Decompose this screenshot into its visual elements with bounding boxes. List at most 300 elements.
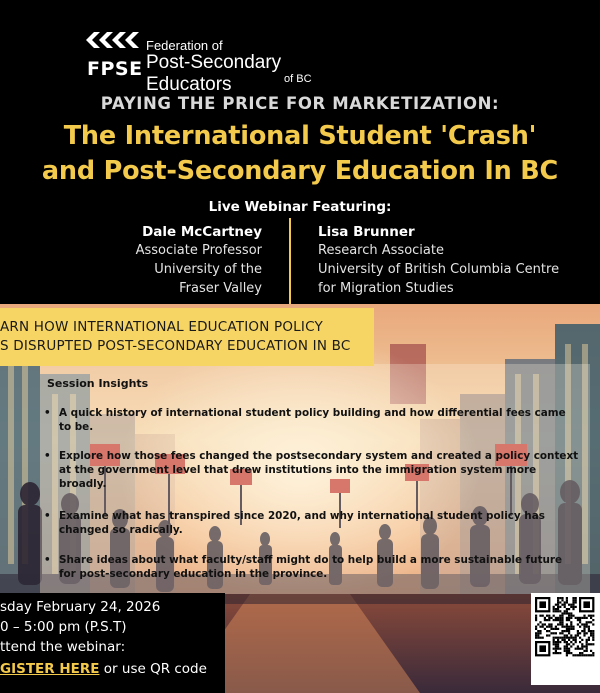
qr-module <box>564 634 566 636</box>
qr-module <box>588 639 590 641</box>
qr-module <box>557 643 559 645</box>
qr-module <box>539 637 541 639</box>
qr-module <box>553 641 555 643</box>
qr-module <box>586 617 588 619</box>
insight-text: A quick history of international student policy building and how differential fees came to be. <box>59 407 566 433</box>
qr-module <box>583 645 585 647</box>
qr-module <box>559 637 561 639</box>
speaker-2-affiliation-line-2: for Migration Studies <box>318 281 454 296</box>
speaker-2-name: Lisa Brunner <box>318 224 415 240</box>
qr-module <box>557 610 559 612</box>
event-registration <box>0 661 207 677</box>
qr-module <box>557 597 559 599</box>
qr-module <box>555 645 557 647</box>
qr-module <box>544 619 546 621</box>
qr-module <box>579 641 581 643</box>
qr-module <box>564 645 566 647</box>
qr-module <box>590 632 592 634</box>
qr-module <box>581 639 583 641</box>
qr-module <box>566 641 568 643</box>
qr-module <box>579 632 581 634</box>
qr-module <box>579 619 581 621</box>
qr-module <box>590 621 592 623</box>
qr-module <box>566 650 568 652</box>
insight-text: Examine what has transpired since 2020, and why international student policy has changed so radically. <box>59 510 545 536</box>
qr-module <box>586 643 588 645</box>
qr-module <box>579 617 581 619</box>
qr-module <box>553 648 555 650</box>
qr-code[interactable] <box>531 593 600 685</box>
qr-module <box>566 628 568 630</box>
qr-module <box>588 643 590 645</box>
qr-module <box>590 650 592 652</box>
qr-module <box>559 621 561 623</box>
qr-module <box>570 652 572 654</box>
qr-module <box>583 634 585 636</box>
qr-module <box>583 630 585 632</box>
qr-module <box>570 615 572 617</box>
qr-module <box>588 626 590 628</box>
qr-module <box>592 654 594 656</box>
insight-item <box>44 406 580 434</box>
qr-module <box>561 630 563 632</box>
qr-module <box>583 650 585 652</box>
bullet-icon: • <box>44 510 51 522</box>
insight-item <box>44 449 580 491</box>
qr-module <box>550 632 552 634</box>
qr-module <box>568 632 570 634</box>
qr-module <box>586 654 588 656</box>
qr-module <box>555 619 557 621</box>
speaker-1-name: Dale McCartney <box>142 224 262 240</box>
qr-module <box>561 612 563 614</box>
qr-module <box>557 599 559 601</box>
qr-module <box>542 623 544 625</box>
qr-module <box>542 626 544 628</box>
qr-module <box>570 626 572 628</box>
qr-module <box>559 632 561 634</box>
qr-module <box>553 606 555 608</box>
qr-module <box>564 637 566 639</box>
qr-module <box>581 654 583 656</box>
logo-chevrons-icon <box>86 30 142 58</box>
qr-module <box>548 623 550 625</box>
qr-module <box>546 619 548 621</box>
qr-module <box>577 632 579 634</box>
qr-module <box>572 601 574 603</box>
qr-module <box>561 604 563 606</box>
qr-module <box>566 637 568 639</box>
qr-module <box>583 601 590 608</box>
qr-module <box>544 623 546 625</box>
qr-module <box>568 628 570 630</box>
event-date: sday February 24, 2026 <box>0 599 161 615</box>
qr-module <box>575 597 577 599</box>
qr-module <box>590 654 592 656</box>
qr-module <box>570 604 572 606</box>
qr-module <box>535 619 537 621</box>
qr-module <box>572 643 574 645</box>
qr-module <box>559 606 561 608</box>
qr-module <box>590 617 592 619</box>
qr-module <box>579 654 581 656</box>
qr-module <box>557 639 559 641</box>
qr-module <box>566 626 568 628</box>
qr-module <box>572 604 574 606</box>
qr-module <box>575 654 577 656</box>
qr-module <box>539 645 546 652</box>
qr-module <box>548 634 550 636</box>
insight-text: Explore how those fees changed the postsecondary system and created a policy context at the government level that drew institutions into the immigration system more broadly. <box>59 450 579 490</box>
qr-module <box>572 639 574 641</box>
qr-module <box>586 623 588 625</box>
speaker-divider <box>289 218 291 304</box>
qr-module <box>561 615 563 617</box>
qr-module <box>542 615 544 617</box>
kicker-heading: PAYING THE PRICE FOR MARKETIZATION: <box>100 94 500 113</box>
qr-module <box>570 634 572 636</box>
event-details <box>0 593 225 693</box>
qr-module <box>570 612 572 614</box>
qr-module <box>553 637 555 639</box>
qr-module <box>548 630 550 632</box>
qr-module <box>566 645 568 647</box>
qr-module <box>546 630 548 632</box>
qr-module <box>570 641 572 643</box>
qr-module <box>575 601 577 603</box>
qr-module <box>557 645 559 647</box>
qr-module <box>566 630 568 632</box>
qr-module <box>561 599 563 601</box>
qr-module <box>577 654 579 656</box>
qr-module <box>572 637 574 639</box>
qr-module <box>579 637 581 639</box>
qr-module <box>575 606 577 608</box>
qr-module <box>570 617 572 619</box>
qr-module <box>566 623 568 625</box>
speaker-1-affiliation-line-1: University of the <box>154 262 262 277</box>
qr-module <box>555 637 557 639</box>
qr-module <box>561 639 563 641</box>
qr-module <box>566 601 568 603</box>
qr-module <box>559 619 561 621</box>
qr-module <box>588 628 590 630</box>
title-line-2: and Post-Secondary Education In BC <box>41 156 559 186</box>
qr-module <box>566 608 568 610</box>
qr-module <box>570 606 572 608</box>
qr-module <box>557 623 559 625</box>
qr-module <box>544 617 546 619</box>
qr-module <box>575 637 577 639</box>
qr-module <box>592 637 594 639</box>
qr-module <box>568 639 570 641</box>
qr-module <box>583 626 585 628</box>
qr-module <box>579 621 581 623</box>
qr-module <box>570 637 572 639</box>
qr-module <box>566 652 568 654</box>
qr-module <box>568 612 570 614</box>
insight-item <box>44 509 580 537</box>
qr-module <box>559 615 561 617</box>
fpse-logo <box>86 30 336 95</box>
qr-module <box>568 604 570 606</box>
bullet-icon: • <box>44 450 51 462</box>
qr-module <box>553 652 555 654</box>
qr-module <box>535 632 537 634</box>
qr-module <box>550 623 552 625</box>
qr-module <box>570 645 572 647</box>
qr-module <box>583 632 585 634</box>
webinar-subtitle: Live Webinar Featuring: <box>208 199 392 215</box>
qr-module <box>559 601 561 603</box>
qr-module <box>581 623 583 625</box>
qr-module <box>539 601 546 608</box>
qr-module <box>592 632 594 634</box>
qr-module <box>577 648 579 650</box>
qr-module <box>555 628 557 630</box>
qr-module <box>564 606 566 608</box>
qr-module <box>537 630 539 632</box>
qr-module <box>564 639 566 641</box>
qr-module <box>572 606 574 608</box>
qr-module <box>553 615 555 617</box>
qr-module <box>539 615 541 617</box>
speaker-1-affiliation-line-2: Fraser Valley <box>179 281 262 296</box>
qr-module <box>572 608 574 610</box>
qr-module <box>586 645 588 647</box>
qr-module <box>581 648 583 650</box>
qr-module <box>555 617 557 619</box>
qr-module <box>590 630 592 632</box>
qr-module <box>588 637 590 639</box>
session-insights-heading: Session Insights <box>47 377 149 390</box>
qr-module <box>537 623 539 625</box>
qr-module <box>559 648 561 650</box>
qr-module <box>577 619 579 621</box>
qr-module <box>577 617 579 619</box>
qr-module <box>546 626 548 628</box>
qr-module <box>566 617 568 619</box>
qr-module <box>553 632 555 634</box>
qr-module <box>592 639 594 641</box>
qr-module <box>550 626 552 628</box>
register-link[interactable]: GISTER HERE <box>0 661 100 677</box>
qr-module <box>564 610 566 612</box>
qr-module <box>559 597 561 599</box>
qr-module <box>550 628 552 630</box>
qr-module <box>575 641 577 643</box>
qr-module <box>553 643 555 645</box>
qr-module <box>564 641 566 643</box>
qr-module <box>553 619 555 621</box>
qr-module <box>548 617 550 619</box>
qr-module <box>564 612 566 614</box>
qr-module <box>590 643 592 645</box>
qr-module <box>537 634 539 636</box>
qr-module <box>572 615 574 617</box>
qr-module <box>592 619 594 621</box>
qr-module <box>575 648 577 650</box>
qr-module <box>559 623 561 625</box>
qr-module <box>568 617 570 619</box>
qr-module <box>553 639 555 641</box>
qr-module <box>588 630 590 632</box>
qr-module <box>555 604 557 606</box>
logo-federation-of: Federation of <box>146 38 223 53</box>
qr-module <box>588 621 590 623</box>
qr-module <box>557 648 559 650</box>
qr-module <box>581 645 583 647</box>
qr-module <box>566 648 568 650</box>
qr-module <box>542 637 544 639</box>
qr-module <box>561 632 563 634</box>
qr-module <box>581 652 583 654</box>
qr-module <box>548 619 550 621</box>
qr-module <box>575 617 577 619</box>
qr-module <box>546 634 548 636</box>
qr-module <box>553 628 555 630</box>
qr-module <box>555 626 557 628</box>
qr-module <box>557 604 559 606</box>
qr-module <box>559 641 561 643</box>
qr-module <box>579 626 581 628</box>
qr-module <box>555 608 557 610</box>
qr-module <box>575 639 577 641</box>
logo-org-name: Post-Secondary Educators <box>146 52 282 95</box>
qr-module <box>568 648 570 650</box>
qr-module <box>581 643 583 645</box>
qr-module <box>583 615 585 617</box>
qr-module <box>592 634 594 636</box>
qr-module <box>592 623 594 625</box>
qr-module <box>568 630 570 632</box>
qr-module <box>577 630 579 632</box>
qr-module <box>579 652 581 654</box>
qr-module <box>568 643 570 645</box>
qr-module <box>566 599 568 601</box>
qr-module <box>557 652 559 654</box>
qr-module <box>581 630 583 632</box>
qr-module <box>592 630 594 632</box>
qr-module <box>590 634 592 636</box>
qr-module <box>572 597 574 599</box>
qr-module <box>566 610 568 612</box>
qr-module <box>539 621 541 623</box>
qr-module <box>566 619 568 621</box>
qr-module <box>564 604 566 606</box>
qr-module <box>577 645 579 647</box>
qr-module <box>566 654 568 656</box>
qr-module <box>548 615 550 617</box>
qr-module <box>588 654 590 656</box>
qr-module <box>546 615 548 617</box>
qr-module <box>561 626 563 628</box>
qr-module <box>555 648 557 650</box>
qr-module <box>570 628 572 630</box>
event-attend-label: ttend the webinar: <box>0 639 126 655</box>
qr-module <box>583 628 585 630</box>
qr-module <box>572 599 574 601</box>
qr-module <box>570 623 572 625</box>
qr-module <box>586 632 588 634</box>
qr-module <box>564 601 566 603</box>
qr-module <box>544 628 546 630</box>
qr-module <box>577 634 579 636</box>
qr-module <box>568 608 570 610</box>
insight-text: Share ideas about what faculty/staff might do to help build a more sustainable future for post-secondary education in the province. <box>59 554 563 580</box>
qr-module <box>550 617 552 619</box>
qr-module <box>586 641 588 643</box>
qr-module <box>592 652 594 654</box>
qr-module <box>564 650 566 652</box>
qr-module <box>568 626 570 628</box>
qr-module <box>581 617 583 619</box>
title-line-1: The International Student 'Crash' <box>63 121 537 151</box>
qr-module <box>553 610 555 612</box>
qr-module <box>561 597 563 599</box>
qr-module <box>555 632 557 634</box>
qr-module <box>575 599 577 601</box>
qr-module <box>555 652 557 654</box>
event-time: 0 – 5:00 pm (P.S.T) <box>0 619 127 635</box>
qr-module <box>535 634 537 636</box>
qr-module <box>592 615 594 617</box>
qr-module <box>561 623 563 625</box>
qr-module <box>586 621 588 623</box>
qr-module <box>570 621 572 623</box>
qr-module <box>537 632 539 634</box>
qr-module <box>564 630 566 632</box>
qr-module <box>535 637 537 639</box>
qr-module <box>535 628 537 630</box>
qr-module <box>583 654 585 656</box>
qr-module <box>586 626 588 628</box>
qr-module <box>557 641 559 643</box>
bullet-icon: • <box>44 407 51 419</box>
qr-module <box>557 608 559 610</box>
qr-module <box>564 648 566 650</box>
qr-module <box>539 626 541 628</box>
qr-module <box>586 650 588 652</box>
policy-banner <box>0 308 374 366</box>
qr-module <box>572 626 574 628</box>
logo-abbreviation: FPSE <box>87 58 143 80</box>
qr-module <box>539 632 541 634</box>
qr-module <box>557 601 559 603</box>
qr-module <box>561 617 563 619</box>
qr-module <box>553 608 555 610</box>
qr-module <box>588 615 590 617</box>
qr-module <box>564 626 566 628</box>
qr-module <box>557 617 559 619</box>
qr-module <box>568 650 570 652</box>
speaker-2-affiliation-line-1: University of British Columbia Centre <box>318 262 560 277</box>
speaker-2-title: Research Associate <box>318 243 444 258</box>
speaker-1-title: Associate Professor <box>135 243 262 258</box>
banner-line-1: ARN HOW INTERNATIONAL EDUCATION POLICY <box>0 319 323 335</box>
qr-module <box>555 643 557 645</box>
qr-module <box>572 628 574 630</box>
qr-module <box>557 628 559 630</box>
qr-module <box>568 637 570 639</box>
qr-module <box>559 652 561 654</box>
insight-item <box>44 553 580 581</box>
qr-module <box>557 637 559 639</box>
qr-module <box>555 650 557 652</box>
qr-module <box>566 634 568 636</box>
qr-module <box>590 615 592 617</box>
qr-module <box>535 626 537 628</box>
